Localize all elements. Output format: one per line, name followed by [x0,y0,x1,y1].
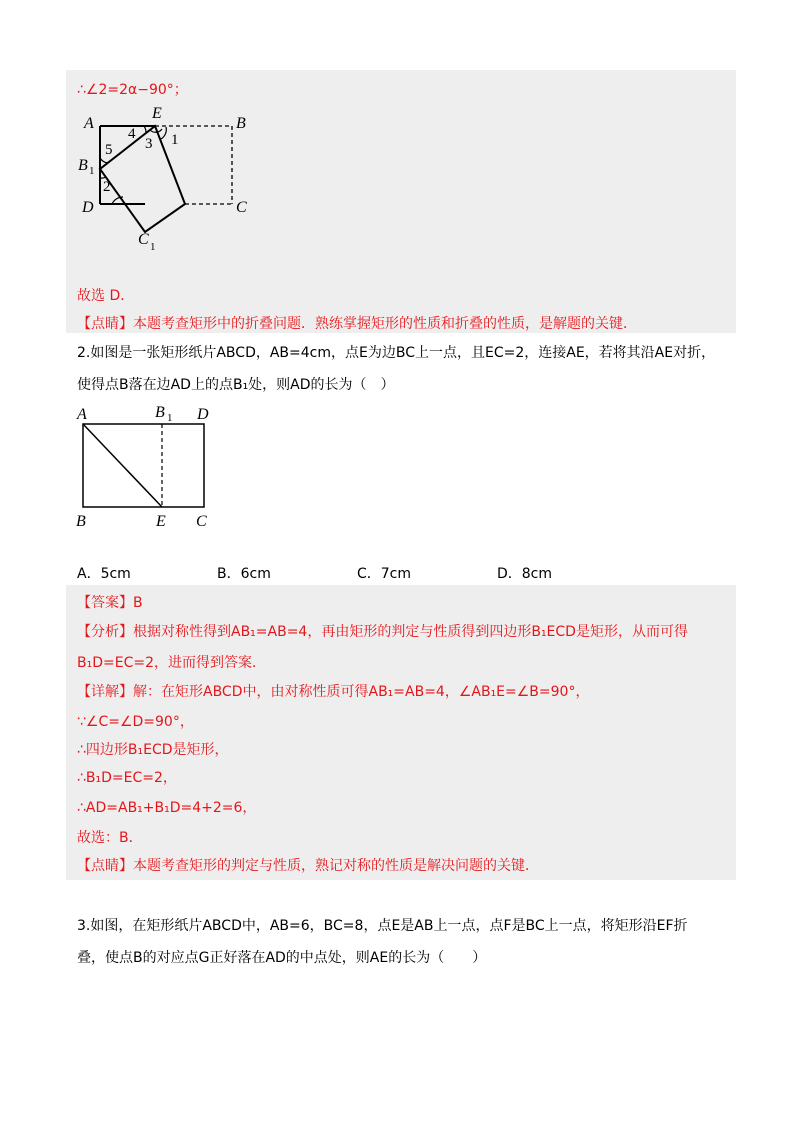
q3-stem-line1: 3.如图，在矩形纸片ABCD中，AB=6，BC=8，点E是AB上一点，点F是BC上一点，将矩形沿EF折 [77,918,688,934]
q2-analysis-1: 【分析】根据对称性得到AB₁=AB=4，再由矩形的判定与性质得到四边形B₁ECD是矩形，从而可得 [77,624,688,640]
angle-arc-1 [161,127,166,139]
sol1-comment: 【点睛】本题考查矩形中的折叠问题．熟练掌握矩形的性质和折叠的性质，是解题的关键． [77,316,637,332]
fig2-label-B: B [76,513,86,530]
fig1-label-1: 1 [171,132,179,148]
option-d: D．8cm [497,566,553,582]
q2-stem-line2: 使得点B落在边AD上的点B₁处，则AD的长为（ ） [77,377,395,393]
q2-answer: 【答案】B [77,595,143,611]
fig1-label-B: B [236,115,246,132]
angle-arc-4 [144,126,146,133]
fig1-label-2: 2 [103,179,111,195]
fig1-label-A: A [84,115,94,132]
fig1-label-E: E [152,105,162,122]
option-b: B．6cm [217,566,271,582]
rect-ABCD [83,424,204,507]
q2-analysis-2: B₁D=EC=2，进而得到答案． [77,655,266,671]
fig1-label-3: 3 [145,136,153,152]
q2-detail-1: 【详解】解：在矩形ABCD中，由对称性质可得AB₁=AB=4，∠AB₁E=∠B=90°， [77,684,590,700]
fig2-label-C: C [196,513,207,530]
segment-AE [83,424,162,507]
option-c: C．7cm [357,566,412,582]
option-a: A．5cm [77,566,131,582]
sol1-choice: 故选 D． [77,288,135,304]
fig1-label-D: D [82,199,94,216]
q3-stem-line2: 叠，使点B的对应点G正好落在AD的中点处，则AE的长为（ ） [77,950,487,966]
fig1-sub-B1: 1 [89,165,95,177]
fig1-label-4: 4 [128,126,136,142]
q2-detail-4: ∴B₁D=EC=2， [77,770,177,786]
fig2-label-E: E [156,513,166,530]
fig2-label-A: A [77,406,87,423]
fig2-label-D: D [197,406,209,423]
angle-conclusion [77,79,188,99]
q2-detail-3: ∴四边形B₁ECD是矩形， [77,742,229,758]
figure-fold-2 [70,400,230,535]
fig1-label-C: C [236,199,247,216]
fig1-label-5: 5 [105,142,113,158]
q2-detail-5: ∴AD=AB₁+B₁D=4+2=6， [77,800,257,816]
q2-stem-line1: 2.如图是一张矩形纸片ABCD，AB=4cm，点E为边BC上一点，且EC=2，连接AE，若将其沿AE对折， [77,345,716,361]
figure-fold-1 [72,102,272,252]
fig1-sub-C1: 1 [150,241,156,252]
fig1-label-B1: B [78,157,88,174]
q2-detail-2: ∵∠C=∠D=90°， [77,714,194,730]
angle-arc-5 [100,158,108,163]
fig2-sub-B1: 1 [167,412,173,424]
fig2-label-B1: B [155,404,165,421]
q2-comment: 【点睛】本题考查矩形的判定与性质，熟记对称的性质是解决问题的关键． [77,858,539,874]
q2-choice: 故选：B． [77,830,143,846]
angle-conclusion-text: ∴∠2=2α−90°； [77,82,188,98]
fig1-label-C1: C [138,231,149,248]
